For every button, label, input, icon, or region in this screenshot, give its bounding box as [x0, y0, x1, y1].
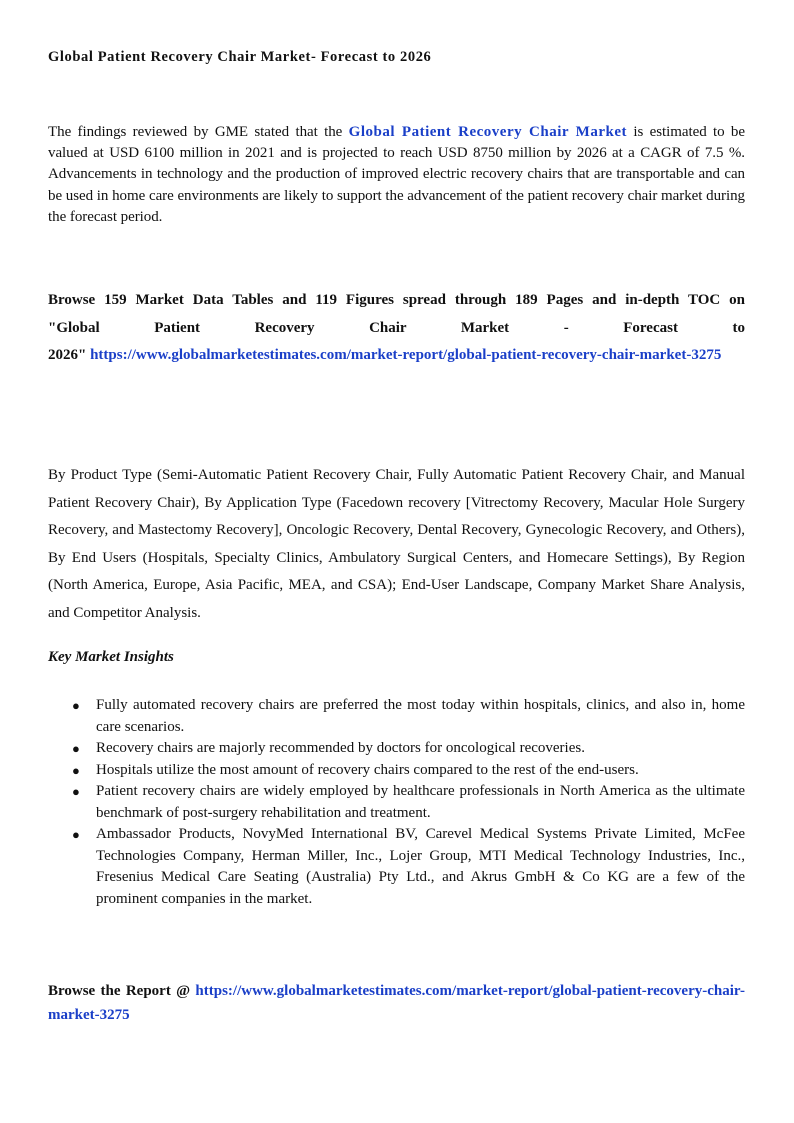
- list-item-text: Fully automated recovery chairs are preferred the most today within hospitals, clinics, and also in, home care scenarios.: [96, 697, 745, 735]
- list-item-text: Patient recovery chairs are widely employed by healthcare professionals in North America as the ultimate benchmark of post-surgery rehabilitation and treatment.: [96, 783, 745, 821]
- intro-text-after: is estimated to be valued at USD 6100 million in 2021 and is projected to reach USD 8750 million by 2026 at a CAGR of 7.5 %. Advancements in technology and the production of improved electric recovery chairs that are transportable and can be used in home care environments are likely to support the advancement of the patient recovery chair market during the forecast period.: [48, 124, 745, 225]
- intro-paragraph: [48, 122, 745, 228]
- list-item-text: Hospitals utilize the most amount of recovery chairs compared to the rest of the end-users.: [96, 761, 639, 778]
- browse-report-paragraph: [48, 979, 745, 1027]
- list-item: [48, 781, 745, 824]
- bullet-icon: ●: [72, 741, 80, 756]
- browse-report-link[interactable]: https://www.globalmarketestimates.com/market-report/global-patient-recovery-chair-market-3275: [48, 983, 745, 1023]
- bullet-icon: ●: [72, 762, 80, 778]
- intro-text-before: The findings reviewed by GME stated that the: [48, 124, 349, 140]
- document-title: Global Patient Recovery Chair Market- Forecast to 2026: [48, 49, 432, 65]
- browse-toc-line-3-prefix: 2026": [48, 347, 91, 363]
- key-insights-heading: Key Market Insights: [48, 649, 174, 665]
- list-item: [48, 738, 745, 760]
- market-name-highlight: Global Patient Recovery Chair Market: [348, 124, 627, 140]
- list-item-text: Ambassador Products, NovyMed International BV, Carevel Medical Systems Private Limited, McFee Technologies Company, Herman Miller, Inc., Lojer Group, MTI Medical Technology Industries, Inc., Fresenius Medical Care Seating (Australia) Pty Ltd., and Akrus GmbH & Co KG are a few of the prominent companies in the market.: [96, 826, 745, 907]
- list-item: [48, 695, 745, 738]
- list-item: [48, 760, 745, 782]
- bullet-icon: ●: [72, 827, 80, 842]
- browse-report-label: Browse the Report @: [48, 983, 196, 999]
- list-item: [48, 824, 745, 910]
- browse-toc-line-1: Browse 159 Market Data Tables and 119 Figures spread through 189 Pages and in-depth TOC on: [48, 292, 745, 308]
- key-insights-list: [48, 695, 745, 910]
- list-item-text: Recovery chairs are majorly recommended by doctors for oncological recoveries.: [96, 740, 585, 756]
- browse-toc-line-2: "Global Patient Recovery Chair Market - Forecast to: [48, 319, 745, 336]
- market-segments-paragraph: By Product Type (Semi-Automatic Patient Recovery Chair, Fully Automatic Patient Recovery Chair, and Manual Patient Recovery Chair), By Application Type (Facedown recovery [Vitrectomy Recovery, Macular Hole Surgery Recovery, and Mastectomy Recovery], Oncologic Recovery, Dental Recovery, Gynecologic Recovery, and Others), By End Users (Hospitals, Specialty Clinics, Ambulatory Surgical Centers, and Homecare Settings), By Region (North America, Europe, Asia Pacific, MEA, and CSA); End-User Landscape, Company Market Share Analysis, and Competitor Analysis.: [48, 467, 745, 621]
- browse-toc-paragraph: [48, 287, 745, 370]
- bullet-icon: ●: [72, 698, 80, 713]
- bullet-icon: ●: [72, 784, 80, 799]
- report-toc-link[interactable]: https://www.globalmarketestimates.com/market-report/global-patient-recovery-chair-market-3275: [90, 347, 722, 363]
